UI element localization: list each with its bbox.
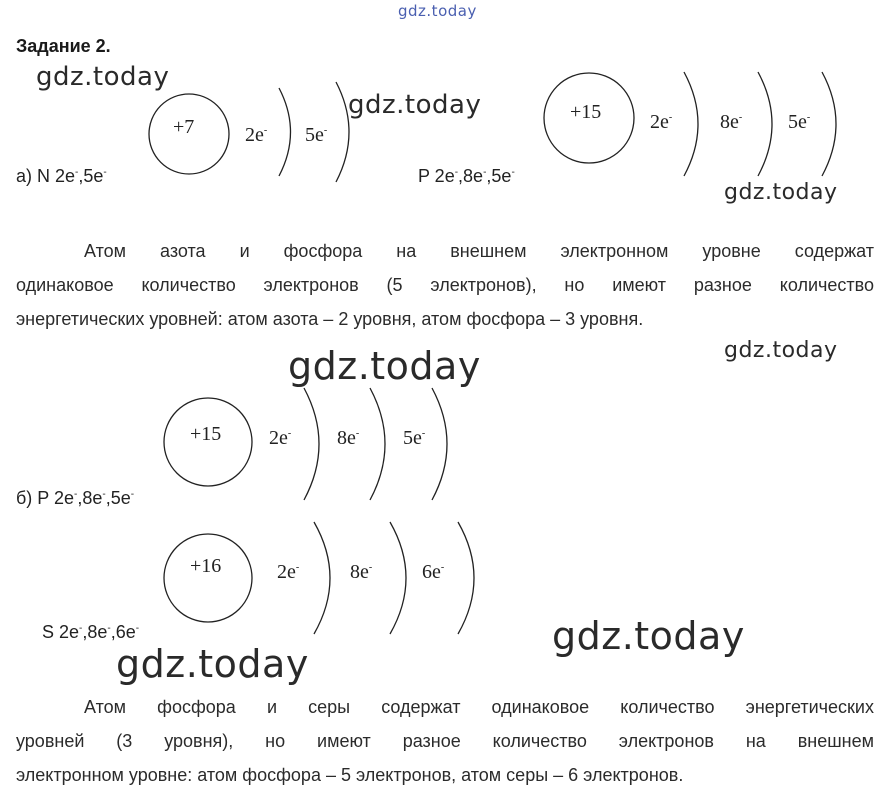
nucleus-charge: +7	[173, 116, 195, 138]
shell-arc	[370, 388, 385, 500]
task-title: Задание 2.	[16, 36, 111, 56]
nitrogen-atom-diagram	[149, 82, 349, 182]
watermark: gdz.today	[724, 338, 838, 363]
watermark: gdz.today	[116, 642, 309, 686]
nucleus-charge: +15	[190, 423, 222, 445]
shell-arc	[304, 388, 319, 500]
paragraph-line: Атом фосфора и серы содержат одинаковое количество энергетических	[84, 697, 874, 717]
shell-label: 2e-	[650, 111, 673, 133]
shell-label: 5e-	[788, 111, 811, 133]
shell-arc	[314, 522, 330, 634]
shell-arc	[432, 388, 447, 500]
shell-label: 8e-	[720, 111, 743, 133]
shell-label: 6e-	[422, 561, 445, 583]
shell-arc	[822, 72, 836, 176]
shell-arc	[684, 72, 698, 176]
phosphorus-atom-diagram	[544, 72, 836, 176]
shell-label: 2e-	[245, 124, 268, 146]
paragraph-a	[16, 234, 874, 336]
shell-label: 5e-	[305, 124, 328, 146]
shell-label: 2e-	[269, 427, 292, 449]
phosphorus-config-label: P 2e-,8e-,5e-	[418, 166, 515, 186]
phosphorus-config-label-b: б) P 2e-,8e-,5e-	[16, 488, 135, 508]
paragraph-line: одинаковое количество электронов (5 электронов), но имеют разное количество	[16, 275, 874, 295]
paragraph-line: энергетических уровней: атом азота – 2 уровня, атом фосфора – 3 уровня.	[16, 309, 644, 329]
shell-label: 8e-	[350, 561, 373, 583]
shell-label: 8e-	[337, 427, 360, 449]
nucleus-charge: +15	[570, 101, 602, 123]
shell-arc	[758, 72, 772, 176]
shell-arc	[458, 522, 474, 634]
watermark: gdz.today	[288, 344, 481, 388]
nitrogen-config-label: а) N 2e-,5e-	[16, 166, 107, 186]
watermark: gdz.today	[724, 180, 838, 205]
watermark: gdz.today	[348, 90, 482, 120]
sulfur-atom-diagram	[164, 522, 474, 634]
phosphorus-atom-diagram-b	[164, 388, 447, 500]
watermark: gdz.today	[552, 614, 745, 658]
nucleus-charge: +16	[190, 555, 222, 577]
shell-arc	[336, 82, 349, 182]
paragraph-line: Атом азота и фосфора на внешнем электронном уровне содержат	[84, 241, 874, 261]
watermark-top: gdz.today	[398, 2, 477, 20]
paragraph-b	[16, 690, 874, 792]
paragraph-line: уровней (3 уровня), но имеют разное количество электронов на внешнем	[16, 731, 874, 751]
shell-arc	[390, 522, 406, 634]
shell-label: 2e-	[277, 561, 300, 583]
paragraph-line: электронном уровне: атом фосфора – 5 электронов, атом серы – 6 электронов.	[16, 765, 684, 785]
shell-label: 5e-	[403, 427, 426, 449]
sulfur-config-label: S 2e-,8e-,6e-	[42, 622, 140, 642]
watermark: gdz.today	[36, 62, 170, 92]
nucleus-circle	[164, 534, 252, 622]
shell-arc	[279, 88, 291, 176]
